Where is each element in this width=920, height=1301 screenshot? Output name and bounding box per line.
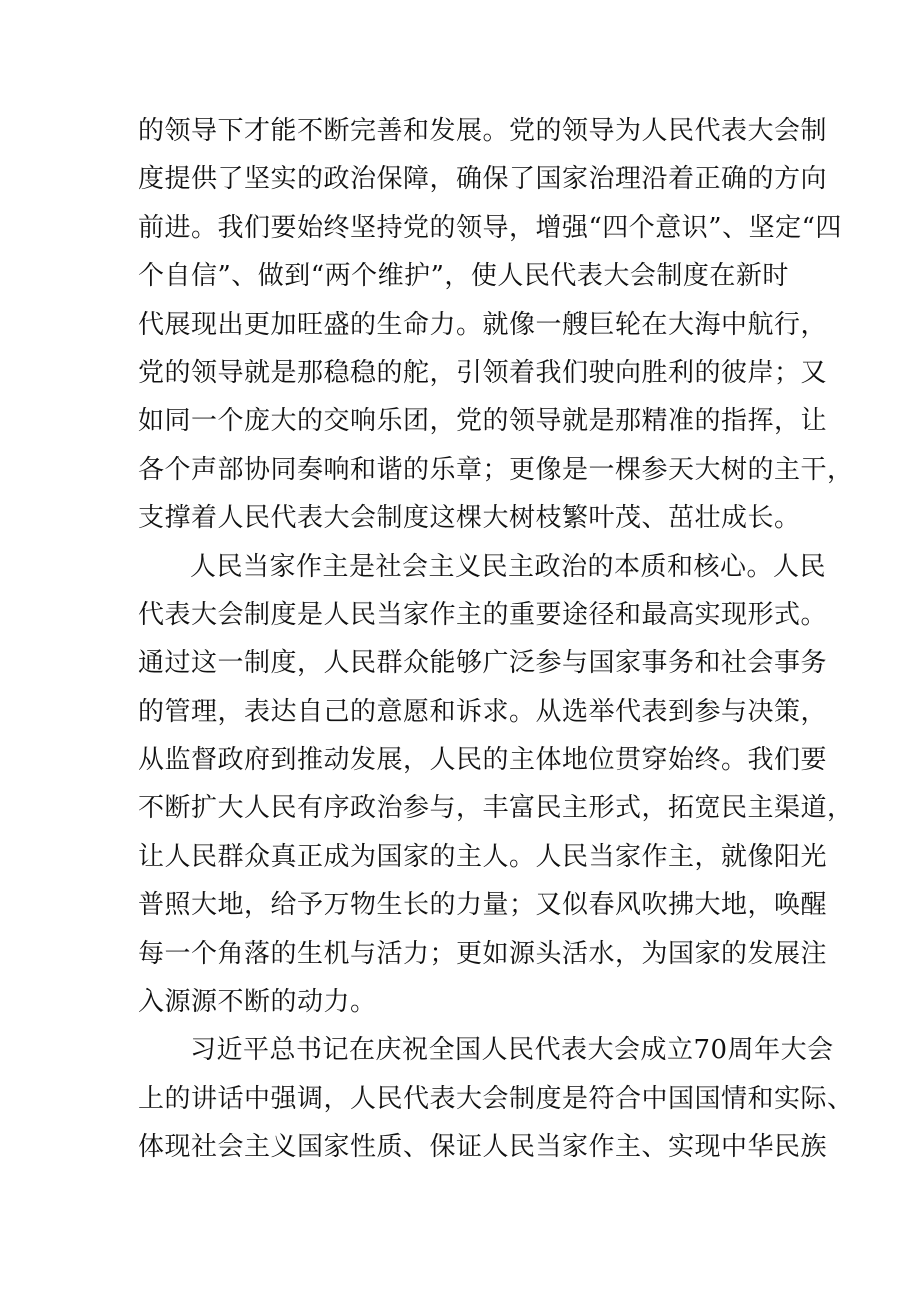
- paragraph-first-line: 人民当家作主是社会主义民主政治的本质和核心。人民: [190, 551, 827, 582]
- text-line: 普照大地，给予万物生长的力量；又似春风吹拂大地，唤醒: [138, 890, 828, 921]
- text-line: 让人民群众真正成为国家的主人。人民当家作主，就像阳光: [138, 841, 828, 872]
- text-line: 个自信”、做到“两个维护”，使人民代表大会制度在新时: [138, 261, 789, 292]
- text-line: 通过这一制度，人民群众能够广泛参与国家事务和社会事务: [138, 648, 828, 679]
- document-body: [138, 107, 854, 1172]
- text-line: 体现社会主义国家性质、保证人民当家作主、实现中华民族: [138, 1132, 828, 1163]
- text-line: 代展现出更加旺盛的生命力。就像一艘巨轮在大海中航行，: [138, 309, 828, 340]
- text-line: 的管理，表达自己的意愿和诉求。从选举代表到参与决策，: [138, 696, 828, 727]
- text-line: 党的领导就是那稳稳的舵，引领着我们驶向胜利的彼岸；又: [138, 357, 828, 388]
- text-line: 入源源不断的动力。: [138, 987, 377, 1018]
- text-line: 的领导下才能不断完善和发展。党的领导为人民代表大会制: [138, 116, 828, 146]
- text-line: 如同一个庞大的交响乐团，党的领导就是那精准的指挥，让: [138, 406, 828, 437]
- text-line: 前进。我们要始终坚持党的领导，增强“四个意识”、坚定“四: [138, 212, 842, 243]
- paragraph-first-line: 习近平总书记在庆祝全国人民代表大会成立70周年大会: [190, 1035, 834, 1066]
- text-line: 支撑着人民代表大会制度这棵大树枝繁叶茂、茁壮成长。: [138, 503, 801, 534]
- text-line: 代表大会制度是人民当家作主的重要途径和最高实现形式。: [138, 599, 828, 630]
- text-line: 不断扩大人民有序政治参与，丰富民主形式，拓宽民主渠道，: [138, 793, 854, 824]
- text-line: 上的讲话中强调，人民代表大会制度是符合中国国情和实际、: [138, 1083, 854, 1114]
- text-line: 从监督政府到推动发展，人民的主体地位贯穿始终。我们要: [138, 745, 828, 776]
- text-line: 各个声部协同奏响和谐的乐章；更像是一棵参天大树的主干，: [138, 454, 854, 485]
- text-line: 每一个角落的生机与活力；更如源头活水，为国家的发展注: [138, 938, 828, 969]
- text-line: 度提供了坚实的政治保障，确保了国家治理沿着正确的方向: [138, 164, 828, 195]
